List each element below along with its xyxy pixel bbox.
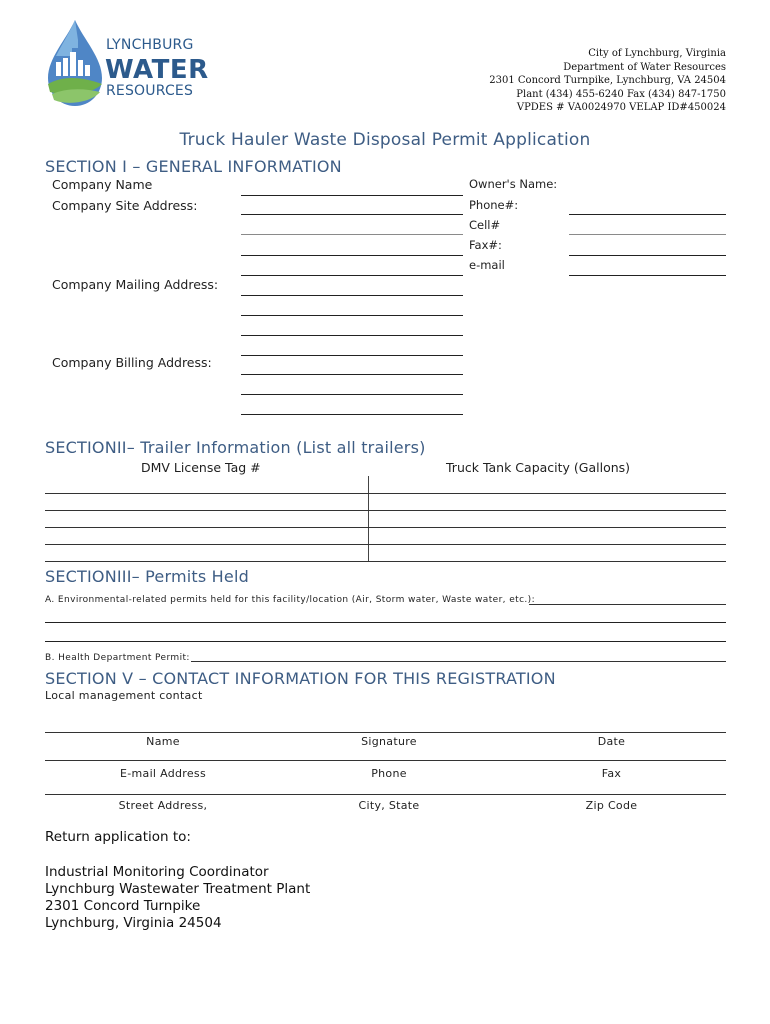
return-address-line: Lynchburg Wastewater Treatment Plant xyxy=(45,881,311,897)
tank-capacity-header: Truck Tank Capacity (Gallons) xyxy=(446,460,631,475)
logo-text-resources: RESOURCES xyxy=(106,83,194,99)
site-address-field-4[interactable] xyxy=(241,275,463,276)
signature-label: Signature xyxy=(361,735,417,748)
trailer-row-3[interactable] xyxy=(45,527,726,528)
mailing-address-label: Company Mailing Address: xyxy=(52,277,219,292)
environmental-permits-label: A. Environmental-related permits held for this facility/location (Air, Storm water, Waste water, etc.): xyxy=(45,595,536,605)
email-label: e-mail xyxy=(469,258,505,272)
owners-name-label: Owner's Name: xyxy=(469,177,558,191)
environmental-permits-field[interactable] xyxy=(529,604,726,605)
email-address-label: E-mail Address xyxy=(120,767,206,780)
mailing-address-field-1[interactable] xyxy=(241,295,463,296)
section-1-heading: SECTION I – GENERAL INFORMATION xyxy=(45,157,342,176)
fax-field[interactable] xyxy=(569,255,726,256)
site-address-field-3[interactable] xyxy=(241,255,463,256)
dmv-license-tag-header: DMV License Tag # xyxy=(141,460,261,475)
billing-address-label: Company Billing Address: xyxy=(52,355,212,370)
fax-label: Fax#: xyxy=(469,238,502,252)
street-address-label: Street Address, xyxy=(118,799,208,812)
health-permit-label: B. Health Department Permit: xyxy=(45,653,190,663)
contact-row-2-field[interactable] xyxy=(45,760,726,761)
section-3-heading: SECTIONIII– Permits Held xyxy=(45,567,249,586)
trailer-row-5[interactable] xyxy=(45,561,726,562)
date-label: Date xyxy=(597,735,626,748)
company-name-field[interactable] xyxy=(241,195,463,196)
logo xyxy=(44,18,209,110)
health-permit-field[interactable] xyxy=(191,661,726,662)
return-address-line: Industrial Monitoring Coordinator xyxy=(45,864,269,880)
zip-code-label: Zip Code xyxy=(585,799,638,812)
section-2-heading: SECTIONII– Trailer Information (List all trailers) xyxy=(45,438,426,457)
page-title: Truck Hauler Waste Disposal Permit Application xyxy=(179,130,591,150)
email-field[interactable] xyxy=(569,275,726,276)
trailer-row-4[interactable] xyxy=(45,544,726,545)
contact-phone-label: Phone xyxy=(371,767,407,780)
mailing-address-field-2[interactable] xyxy=(241,315,463,316)
address-line: City of Lynchburg, Virginia xyxy=(588,48,726,59)
water-drop-icon xyxy=(44,18,106,110)
contact-row-1-field[interactable] xyxy=(45,732,726,733)
site-address-field-1[interactable] xyxy=(241,214,463,215)
phone-field[interactable] xyxy=(569,214,726,215)
contact-row-3-field[interactable] xyxy=(45,794,726,795)
billing-address-field-3[interactable] xyxy=(241,414,463,415)
mailing-address-field-3[interactable] xyxy=(241,335,463,336)
cell-field[interactable] xyxy=(569,234,726,235)
address-line: Plant (434) 455-6240 Fax (434) 847-1750 xyxy=(516,88,726,100)
environmental-permits-field-3[interactable] xyxy=(45,641,726,642)
table-divider xyxy=(368,476,369,562)
company-name-label: Company Name xyxy=(52,177,153,192)
return-address-line: 2301 Concord Turnpike xyxy=(45,898,201,914)
section-5-heading: SECTION V – CONTACT INFORMATION FOR THIS REGISTRATION xyxy=(45,669,556,688)
header-address xyxy=(489,47,726,115)
billing-address-field-2[interactable] xyxy=(241,394,463,395)
trailer-row-2[interactable] xyxy=(45,510,726,511)
phone-label: Phone#: xyxy=(469,198,519,212)
site-address-field-2[interactable] xyxy=(241,234,463,235)
contact-fax-label: Fax xyxy=(601,767,622,780)
mailing-address-field-4[interactable] xyxy=(241,355,463,356)
company-site-address-label: Company Site Address: xyxy=(52,198,198,213)
environmental-permits-field-2[interactable] xyxy=(45,622,726,623)
return-address-line: Lynchburg, Virginia 24504 xyxy=(45,915,222,931)
address-line: Department of Water Resources xyxy=(563,61,726,73)
billing-address-field-1[interactable] xyxy=(241,374,463,375)
logo-text-lynchburg: LYNCHBURG xyxy=(106,37,194,53)
trailer-row-1[interactable] xyxy=(45,493,726,494)
address-line: VPDES # VA0024970 VELAP ID#450024 xyxy=(516,102,726,113)
logo-text-water: WATER xyxy=(105,55,209,85)
address-line: 2301 Concord Turnpike, Lynchburg, VA 24504 xyxy=(489,75,726,86)
city-state-label: City, State xyxy=(358,799,420,812)
local-contact-label: Local management contact xyxy=(45,689,203,702)
return-label: Return application to: xyxy=(45,829,191,845)
cell-label: Cell# xyxy=(469,218,501,232)
name-label: Name xyxy=(146,735,180,748)
